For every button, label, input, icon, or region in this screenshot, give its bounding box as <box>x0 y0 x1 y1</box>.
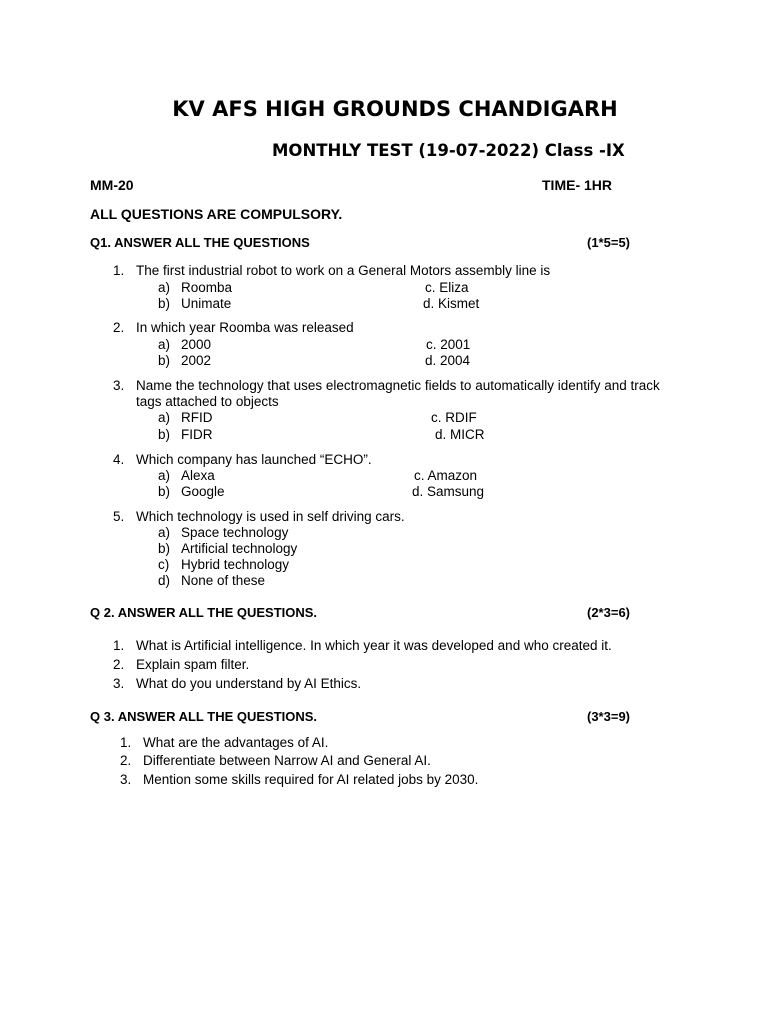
item-number: 3. <box>120 772 132 787</box>
section1-heading: Q1. ANSWER ALL THE QUESTIONS <box>90 235 310 250</box>
item-number: 1. <box>113 638 125 653</box>
section1-marks: (1*5=5) <box>587 235 630 250</box>
item-number: 2. <box>120 753 132 768</box>
question-number: 3. <box>113 378 125 393</box>
item-number: 3. <box>113 676 125 691</box>
section2-marks: (2*3=6) <box>587 605 630 620</box>
section3-marks: (3*3=9) <box>587 709 630 724</box>
option-b: Artificial technology <box>181 541 298 556</box>
option-b-label: b) <box>158 353 171 368</box>
question-text: The first industrial robot to work on a General Motors assembly line is <box>136 263 551 278</box>
question-text: In which year Roomba was released <box>136 320 354 335</box>
option-b: Unimate <box>181 296 232 311</box>
option-a: Roomba <box>181 280 233 295</box>
question-text: Name the technology that uses electromagnetic fields to automatically identify and track <box>136 378 660 393</box>
list-item: What is Artificial intelligence. In which year it was developed and who created it. <box>136 638 612 653</box>
option-a-label: a) <box>158 468 171 483</box>
question-text-cont: tags attached to objects <box>136 394 279 409</box>
section3-heading: Q 3. ANSWER ALL THE QUESTIONS. <box>90 709 318 724</box>
option-b-label: b) <box>158 484 171 499</box>
list-item: Explain spam filter. <box>136 657 250 672</box>
max-marks: MM-20 <box>90 177 134 193</box>
option-a-label: a) <box>158 410 171 425</box>
option-b: FIDR <box>181 427 213 442</box>
option-a-label: a) <box>158 525 171 540</box>
option-d: d. 2004 <box>425 353 471 368</box>
option-d: d. MICR <box>435 427 485 442</box>
option-c: c. Amazon <box>414 468 478 483</box>
item-number: 2. <box>113 657 125 672</box>
list-item: Differentiate between Narrow AI and General AI. <box>143 753 431 768</box>
list-item: What are the advantages of AI. <box>143 735 329 750</box>
item-number: 1. <box>120 735 132 750</box>
option-c: c. RDIF <box>431 410 477 425</box>
option-d: d. Kismet <box>423 296 480 311</box>
school-title: KV AFS HIGH GROUNDS CHANDIGARH <box>172 97 618 121</box>
option-a: 2000 <box>181 337 212 352</box>
question-number: 1. <box>113 263 125 278</box>
option-d: d. Samsung <box>412 484 485 499</box>
option-c: c. Eliza <box>425 280 469 295</box>
option-a: RFID <box>181 410 213 425</box>
option-d-label: d) <box>158 573 171 588</box>
question-text: Which company has launched “ECHO”. <box>136 452 372 467</box>
option-b-label: b) <box>158 296 171 311</box>
option-a-label: a) <box>158 280 171 295</box>
option-a-label: a) <box>158 337 171 352</box>
option-b: 2002 <box>181 353 212 368</box>
option-c-label: c) <box>158 557 170 572</box>
option-b-label: b) <box>158 541 171 556</box>
option-b: Google <box>181 484 225 499</box>
list-item: Mention some skills required for AI related jobs by 2030. <box>143 772 479 787</box>
question-number: 5. <box>113 509 125 524</box>
section2-heading: Q 2. ANSWER ALL THE QUESTIONS. <box>90 605 318 620</box>
question-number: 4. <box>113 452 125 467</box>
time-duration: TIME- 1HR <box>542 177 612 193</box>
instruction: ALL QUESTIONS ARE COMPULSORY. <box>90 206 343 222</box>
test-title: MONTHLY TEST (19-07-2022) Class -IX <box>272 141 625 160</box>
option-a: Space technology <box>181 525 289 540</box>
option-d: None of these <box>181 573 266 588</box>
option-b-label: b) <box>158 427 171 442</box>
option-c: Hybrid technology <box>181 557 290 572</box>
question-text: Which technology is used in self driving cars. <box>136 509 405 524</box>
list-item: What do you understand by AI Ethics. <box>136 676 362 691</box>
question-number: 2. <box>113 320 125 335</box>
option-c: c. 2001 <box>426 337 471 352</box>
option-a: Alexa <box>181 468 215 483</box>
